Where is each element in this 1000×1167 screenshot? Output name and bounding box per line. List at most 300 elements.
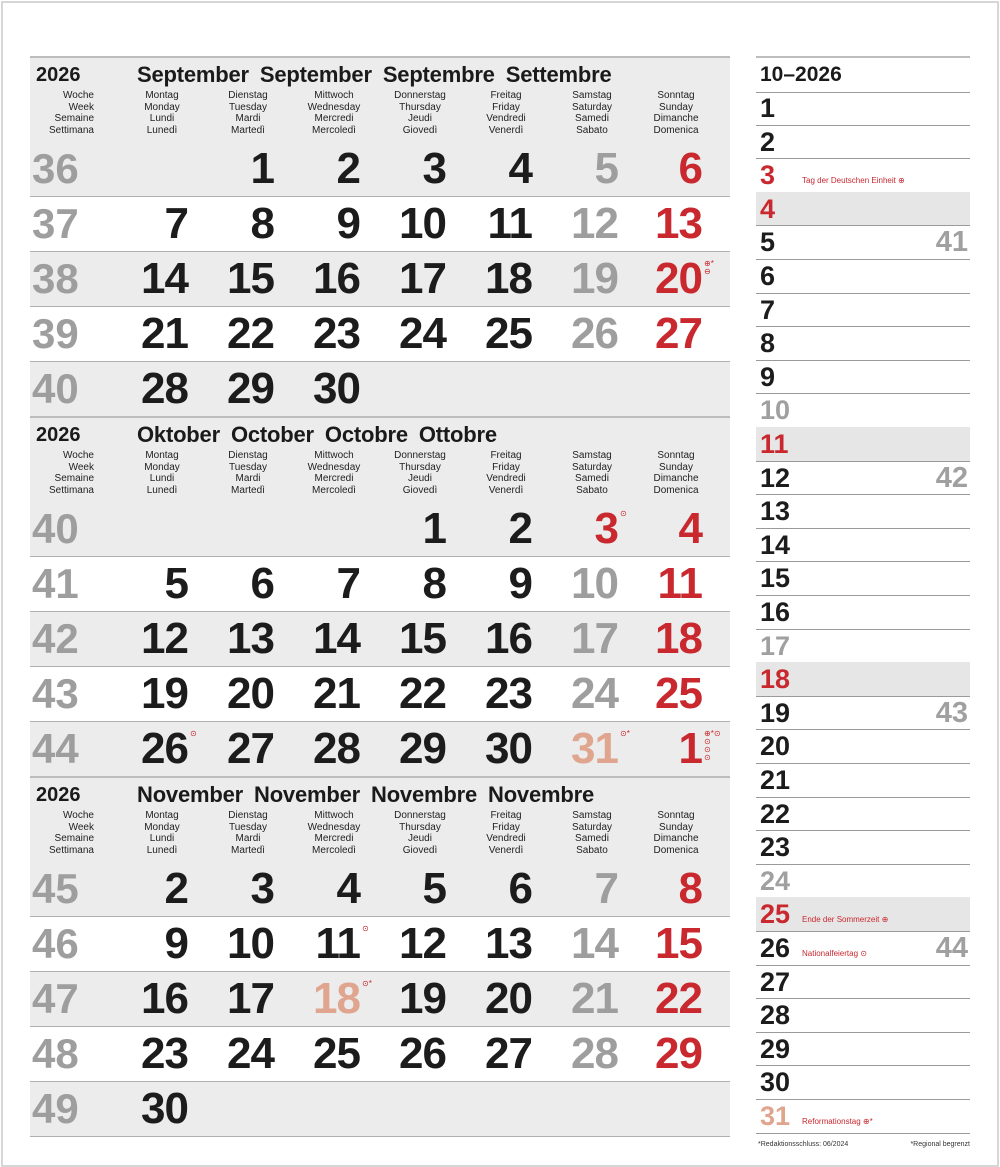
sidebar-day-row	[756, 662, 970, 697]
day-cell: 10	[571, 559, 618, 608]
weekday-label-line: Freitag	[490, 450, 522, 461]
holiday-marker: ⊙*	[620, 729, 630, 738]
weekday-label-line: Vendredi	[486, 833, 526, 845]
day-cell: 1	[422, 504, 446, 553]
weekday-label-line: Samstag	[572, 810, 612, 821]
day-cell: 5	[422, 864, 446, 913]
day-cell: 22	[655, 974, 702, 1023]
day-cell: 25	[655, 669, 702, 718]
weekday-label-line: Martedì	[231, 844, 265, 856]
day-cell: 20	[655, 254, 702, 303]
month-names	[137, 782, 605, 808]
weekday-label-line: Mercredi	[314, 113, 354, 125]
weekday-label-line: Jeudi	[408, 833, 432, 845]
weekday-label-line: Thursday	[399, 101, 441, 113]
weekday-label-line: Mittwoch	[314, 450, 354, 461]
sidebar-day-number: 2	[760, 126, 776, 157]
weekday-label-line: Friday	[492, 821, 520, 833]
sidebar-day-row	[756, 259, 970, 294]
month-name: Septembre	[382, 62, 495, 87]
sidebar-day-row	[756, 1099, 970, 1134]
weekday-label	[380, 90, 460, 136]
week-number: 48	[32, 1030, 79, 1077]
day-cell: 3	[422, 144, 446, 193]
week-number: 47	[32, 975, 79, 1022]
sidebar-day-row	[756, 629, 970, 664]
day-cell: 12	[571, 199, 618, 248]
weekday-label	[380, 810, 460, 856]
day-cell: 14	[313, 614, 360, 663]
day-cell: 2	[508, 504, 532, 553]
month-header	[30, 416, 730, 505]
day-cell: 16	[313, 254, 360, 303]
week-label-line: Semaine	[54, 473, 94, 485]
month-name: Novembre	[488, 782, 594, 807]
weekday-label-line: Vendredi	[486, 473, 526, 485]
weekday-label-line: Lunedì	[146, 844, 178, 856]
sidebar-day-number: 9	[760, 361, 776, 392]
weekday-label-line: Donnerstag	[394, 90, 446, 101]
week-row	[30, 1082, 730, 1137]
week-row	[30, 502, 730, 557]
weekday-label-line: Dienstag	[228, 810, 268, 821]
day-cell: 15	[399, 614, 446, 663]
weekday-label-line: Mercredi	[314, 473, 354, 485]
weekday-label-line: Sonntag	[657, 810, 695, 821]
weekday-label	[122, 90, 202, 136]
sidebar-day-number: 21	[760, 765, 791, 795]
weekday-label-line: Thursday	[399, 821, 441, 833]
weekday-label	[466, 810, 546, 856]
day-cell: 21	[141, 309, 188, 358]
weekday-label-line: Mercoledì	[312, 124, 356, 136]
weekday-label-line: Venerdì	[488, 844, 524, 856]
weekday-label-line: Monday	[144, 821, 180, 833]
weekday-label-line: Sabato	[576, 484, 608, 496]
week-label-line: Semaine	[54, 833, 94, 845]
day-cell: 9	[508, 559, 532, 608]
day-cell: 20	[485, 974, 532, 1023]
month-name: Octobre	[324, 422, 408, 447]
sidebar-day-number: 19	[760, 697, 791, 728]
month-header	[30, 776, 730, 865]
sidebar-day-row	[756, 797, 970, 832]
day-cell: 9	[164, 919, 188, 968]
day-cell: 16	[141, 974, 188, 1023]
weekday-label	[208, 810, 288, 856]
day-cell: 12	[399, 919, 446, 968]
weekday-label	[208, 90, 288, 136]
weekday-label	[380, 450, 460, 496]
weekday-label-line: Tuesday	[229, 821, 267, 833]
week-row	[30, 142, 730, 197]
week-label-line: Semaine	[54, 113, 94, 125]
holiday-marker: ⊕* ⊖	[704, 259, 714, 276]
sidebar-title	[756, 56, 970, 93]
weekday-label-line: Sunday	[659, 461, 693, 473]
weekday-label	[122, 450, 202, 496]
weekday-label-line: Saturday	[571, 101, 613, 113]
weekday-label-line: Samstag	[572, 90, 612, 101]
weekday-label-line: Sabato	[576, 844, 608, 856]
sidebar-day-number: 26	[760, 933, 791, 963]
day-cell: 14	[141, 254, 188, 303]
day-cell: 13	[485, 919, 532, 968]
week-number: 37	[32, 200, 79, 247]
weekday-label	[122, 810, 202, 856]
weekday-label-line: Montag	[145, 90, 179, 101]
sidebar-day-row	[756, 1032, 970, 1067]
weekday-label-line: Samedi	[575, 833, 609, 845]
sidebar-week-number: 42	[935, 461, 968, 494]
day-cell: 11	[657, 559, 702, 608]
weekday-label-line: Lundi	[149, 113, 175, 125]
sidebar-day-number: 29	[760, 1033, 791, 1064]
weekday-label-line: Tuesday	[229, 461, 267, 473]
month-name: September	[137, 62, 249, 87]
day-cell: 14	[571, 919, 618, 968]
weekday-label-line: Vendredi	[486, 113, 526, 125]
week-number: 49	[32, 1085, 79, 1132]
weekday-label-line: Mittwoch	[314, 90, 354, 101]
sidebar-day-number: 15	[760, 563, 791, 594]
week-row	[30, 252, 730, 307]
sidebar-holiday-note: Reformationstag ⊕*	[802, 1117, 873, 1126]
week-row	[30, 1027, 730, 1082]
weekday-label-line: Dienstag	[228, 450, 268, 461]
weekday-label-line: Wednesday	[307, 821, 361, 833]
day-cell: 5	[594, 144, 618, 193]
sidebar-day-row	[756, 158, 970, 193]
week-row	[30, 722, 730, 777]
sidebar-day-row	[756, 360, 970, 395]
month-name: Novembre	[371, 782, 477, 807]
sidebar-day-row	[756, 696, 970, 731]
sidebar-day-row	[756, 427, 970, 462]
day-cell: 4	[678, 504, 702, 553]
day-cell: 2	[164, 864, 188, 913]
sidebar-day-row	[756, 763, 970, 798]
sidebar-day-number: 12	[760, 462, 791, 493]
month-names	[137, 62, 623, 88]
day-cell: 18	[485, 254, 532, 303]
week-row	[30, 667, 730, 722]
day-cell: 23	[485, 669, 532, 718]
week-label-line: Woche	[63, 810, 94, 821]
sidebar-day-number: 4	[760, 193, 776, 224]
sidebar-day-row	[756, 293, 970, 328]
week-number: 42	[32, 615, 79, 662]
day-cell: 22	[227, 309, 274, 358]
day-cell: 22	[399, 669, 446, 718]
day-cell: 17	[571, 614, 618, 663]
sidebar-week-number: 43	[935, 696, 968, 729]
week-row	[30, 362, 730, 417]
weekday-label	[552, 810, 632, 856]
sidebar-holiday-note: Tag der Deutschen Einheit ⊕	[802, 176, 905, 186]
weekday-label-line: Giovedì	[402, 484, 438, 496]
week-number: 38	[32, 255, 79, 302]
sidebar-day-number: 11	[760, 429, 789, 459]
day-cell: 3	[594, 504, 618, 553]
weekday-label-line: Wednesday	[307, 101, 361, 113]
sidebar-day-number: 1	[760, 93, 776, 123]
weekday-label-line: Jeudi	[408, 473, 432, 485]
weekday-label-line: Martedì	[231, 484, 265, 496]
day-cell: 7	[164, 199, 188, 248]
sidebar-day-number: 10	[760, 395, 791, 426]
day-cell: 5	[164, 559, 188, 608]
weekday-label-line: Sunday	[659, 101, 693, 113]
sidebar-day-number: 31	[760, 1101, 791, 1131]
day-cell: 1	[678, 724, 702, 773]
week-number: 36	[32, 145, 79, 192]
day-cell: 24	[571, 669, 618, 718]
day-cell: 27	[485, 1029, 532, 1078]
day-cell: 23	[313, 309, 360, 358]
week-number: 43	[32, 670, 79, 717]
day-cell: 26	[399, 1029, 446, 1078]
week-number: 45	[32, 865, 79, 912]
day-cell: 8	[250, 199, 274, 248]
week-label-line: Week	[68, 821, 94, 833]
week-number: 44	[32, 725, 79, 772]
sidebar-day-row	[756, 830, 970, 865]
sidebar-week-number: 41	[935, 226, 968, 259]
weekday-label-line: Dienstag	[228, 90, 268, 101]
week-row	[30, 612, 730, 667]
weekday-label	[552, 90, 632, 136]
day-cell: 30	[485, 724, 532, 773]
sidebar-day-row	[756, 729, 970, 764]
weekday-label-line: Dimanche	[653, 833, 699, 845]
holiday-marker: ⊙	[620, 509, 627, 518]
week-row	[30, 972, 730, 1027]
sidebar-week-number: 44	[935, 932, 968, 964]
week-row	[30, 307, 730, 362]
weekday-label-line: Sabato	[576, 124, 608, 136]
weekday-label-line: Domenica	[653, 484, 699, 496]
weekday-label-line: Domenica	[653, 844, 699, 856]
weekday-label-line: Mercoledì	[312, 484, 356, 496]
sidebar-day-number: 24	[760, 865, 791, 896]
day-cell: 28	[313, 724, 360, 773]
day-cell: 31	[571, 724, 618, 773]
sidebar-day-row	[756, 125, 970, 160]
month-year: 2026	[36, 64, 81, 86]
day-cell: 28	[571, 1029, 618, 1078]
sidebar-day-row	[756, 192, 970, 227]
weekday-label-line: Lunedì	[146, 124, 178, 136]
day-cell: 18	[313, 974, 360, 1023]
day-cell: 21	[313, 669, 360, 718]
sidebar-day-row	[756, 595, 970, 630]
day-cell: 21	[571, 974, 618, 1023]
day-cell: 6	[508, 864, 532, 913]
day-cell: 11	[487, 199, 532, 248]
day-cell: 10	[227, 919, 274, 968]
sidebar-day-row	[756, 326, 970, 361]
sidebar-day-row	[756, 1065, 970, 1100]
day-cell: 11	[315, 919, 360, 968]
week-label-line: Woche	[63, 450, 94, 461]
weekday-label-line: Monday	[144, 101, 180, 113]
sidebar-day-row	[756, 91, 970, 126]
sidebar-day-number: 7	[760, 294, 776, 325]
weekday-label-line: Samedi	[575, 113, 609, 125]
weekday-label-line: Mardi	[235, 833, 261, 845]
week-column-label	[30, 810, 94, 856]
day-cell: 3	[250, 864, 274, 913]
sidebar-holiday-note: Ende der Sommerzeit ⊕	[802, 915, 889, 925]
weekday-label-line: Samedi	[575, 473, 609, 485]
weekday-label-line: Thursday	[399, 461, 441, 473]
day-cell: 29	[399, 724, 446, 773]
day-cell: 30	[313, 364, 360, 413]
sidebar-title-text: 10–2026	[760, 63, 842, 86]
week-row	[30, 557, 730, 612]
month-year: 2026	[36, 784, 81, 806]
day-cell: 10	[399, 199, 446, 248]
month-name: Oktober	[137, 422, 220, 447]
day-cell: 18	[655, 614, 702, 663]
week-label-line: Woche	[63, 90, 94, 101]
sidebar-day-number: 16	[760, 597, 791, 627]
week-number: 40	[32, 365, 79, 412]
month-name: October	[230, 422, 314, 447]
sidebar-day-row	[756, 393, 970, 428]
day-cell: 29	[227, 364, 274, 413]
month-names	[137, 422, 508, 448]
sidebar-day-number: 18	[760, 664, 791, 695]
day-cell: 24	[227, 1029, 274, 1078]
weekday-label-line: Samstag	[572, 450, 612, 461]
day-cell: 17	[399, 254, 446, 303]
sidebar-day-number: 28	[760, 1000, 791, 1031]
weekday-label-line: Dimanche	[653, 473, 699, 485]
holiday-marker: ⊙*	[362, 979, 372, 988]
weekday-label-line: Tuesday	[229, 101, 267, 113]
weekday-label-line: Venerdì	[488, 484, 524, 496]
week-row	[30, 197, 730, 252]
weekday-label-line: Mittwoch	[314, 810, 354, 821]
sidebar-day-row	[756, 528, 970, 563]
sidebar-holiday-note: Nationalfeiertag ⊙	[802, 949, 867, 958]
sidebar-day-number: 27	[760, 966, 791, 997]
day-cell: 20	[227, 669, 274, 718]
weekday-label-line: Donnerstag	[394, 450, 446, 461]
week-label-line: Settimana	[48, 484, 94, 496]
day-cell: 29	[655, 1029, 702, 1078]
sidebar-day-number: 3	[760, 160, 776, 191]
sidebar-day-row	[756, 561, 970, 596]
day-cell: 4	[336, 864, 360, 913]
week-column-label	[30, 90, 94, 136]
day-cell: 19	[571, 254, 618, 303]
day-cell: 6	[678, 144, 702, 193]
weekday-label-line: Montag	[145, 450, 179, 461]
week-number: 40	[32, 505, 79, 552]
weekday-label-line: Sonntag	[657, 90, 695, 101]
holiday-marker: ⊙	[190, 729, 197, 738]
week-number: 46	[32, 920, 79, 967]
weekday-label-line: Freitag	[490, 90, 522, 101]
weekday-label-line: Friday	[492, 461, 520, 473]
day-cell: 30	[141, 1084, 188, 1133]
footer-left-note: *Redaktionsschluss: 06/2024	[758, 1141, 849, 1148]
weekday-label-line: Jeudi	[408, 113, 432, 125]
weekday-label	[208, 450, 288, 496]
weekday-label-line: Monday	[144, 461, 180, 473]
weekday-label-line: Wednesday	[307, 461, 361, 473]
day-cell: 23	[141, 1029, 188, 1078]
month-name: November	[254, 782, 360, 807]
month-name: Ottobre	[418, 422, 497, 447]
weekday-label-line: Friday	[492, 101, 520, 113]
weekday-label-line: Domenica	[653, 124, 699, 136]
sidebar-day-row	[756, 461, 970, 496]
month-year: 2026	[36, 424, 81, 446]
day-cell: 2	[336, 144, 360, 193]
week-label-line: Week	[68, 101, 94, 113]
weekday-label-line: Mercoledì	[312, 844, 356, 856]
footer-right-note: *Regional begrenzt	[910, 1141, 970, 1148]
day-cell: 8	[678, 864, 702, 913]
weekday-label-line: Mercredi	[314, 833, 354, 845]
sidebar-day-row	[756, 864, 970, 899]
weekday-label-line: Mardi	[235, 473, 261, 485]
weekday-label-line: Lundi	[149, 833, 175, 845]
sidebar-day-number: 14	[760, 529, 791, 560]
sidebar-day-number: 6	[760, 261, 776, 291]
sidebar-day-row	[756, 998, 970, 1033]
weekday-label-line: Freitag	[490, 810, 522, 821]
sidebar-day-number: 8	[760, 328, 776, 359]
day-cell: 28	[141, 364, 188, 413]
weekday-label	[552, 450, 632, 496]
week-row	[30, 862, 730, 917]
week-number: 41	[32, 560, 79, 607]
day-cell: 19	[399, 974, 446, 1023]
weekday-label-line: Saturday	[571, 461, 613, 473]
weekday-label-line: Dimanche	[653, 113, 699, 125]
sidebar-day-number: 13	[760, 496, 791, 527]
week-row	[30, 917, 730, 972]
day-cell: 4	[508, 144, 532, 193]
day-cell: 15	[227, 254, 274, 303]
sidebar-day-row	[756, 965, 970, 1000]
day-cell: 7	[594, 864, 618, 913]
weekday-label	[466, 450, 546, 496]
day-cell: 26	[571, 309, 618, 358]
weekday-label-line: Venerdì	[488, 124, 524, 136]
sidebar-day-number: 22	[760, 798, 791, 829]
holiday-marker: ⊙	[362, 924, 369, 933]
day-cell: 19	[141, 669, 188, 718]
weekday-label-line: Martedì	[231, 124, 265, 136]
day-cell: 12	[141, 614, 188, 663]
weekday-label	[294, 810, 374, 856]
day-cell: 27	[655, 309, 702, 358]
day-cell: 26	[141, 724, 188, 773]
sidebar-day-number: 23	[760, 832, 791, 863]
day-cell: 25	[485, 309, 532, 358]
sidebar-day-row	[756, 494, 970, 529]
weekday-label	[466, 90, 546, 136]
day-cell: 15	[655, 919, 702, 968]
day-cell: 25	[313, 1029, 360, 1078]
weekday-label-line: Sunday	[659, 821, 693, 833]
